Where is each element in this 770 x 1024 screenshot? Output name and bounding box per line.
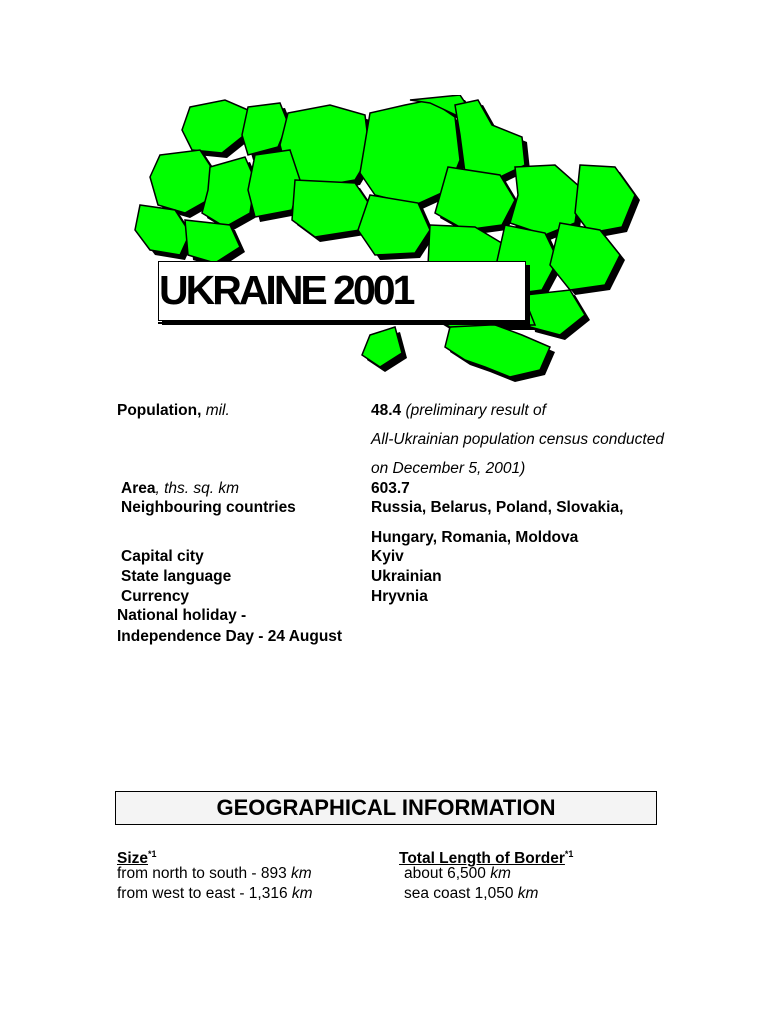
size-heading: Size [117,850,149,868]
geo-heading: GEOGRAPHICAL INFORMATION [216,795,556,820]
border-line-2 [404,884,538,903]
title-underline [158,322,524,324]
size-footnote-mark: *1 [148,849,157,859]
area-unit: , ths. sq. km [155,480,240,497]
population-label-row [117,401,230,420]
border-line-1-unit: km [490,865,511,882]
area-label-row [121,479,239,498]
population-label: Population, [117,402,202,419]
border-line-1 [404,864,511,883]
capital-value: Kyiv [371,548,404,565]
border-line-2-text: sea coast 1,050 [404,885,518,902]
population-note-2: All-Ukrainian population census conducted [371,431,664,448]
neighbours-value-1: Russia, Belarus, Poland, Slovakia, [371,499,624,516]
language-value: Ukrainian [371,568,442,585]
population-unit: mil. [205,402,230,419]
border-line-1-text: about 6,500 [404,865,491,882]
size-line-1 [117,864,312,883]
geo-heading-box [115,791,657,825]
area-label: Area [121,480,156,497]
population-note-1: (preliminary result of [405,402,546,419]
population-value: 48.4 [371,402,402,419]
size-line-2-unit: km [291,885,313,902]
neighbours-value-2: Hungary, Romania, Moldova [371,529,579,546]
size-line-1-text: from north to south - 893 [117,865,292,882]
currency-value: Hryvnia [371,588,428,605]
size-line-2 [117,884,313,903]
population-note-3: on December 5, 2001) [371,460,526,477]
currency-label: Currency [121,588,190,605]
neighbours-label: Neighbouring countries [121,499,296,516]
area-value: 603.7 [371,480,410,497]
population-value-row [371,401,546,420]
capital-label: Capital city [121,548,204,565]
border-heading: Total Length of Border [399,850,565,868]
page-title: UKRAINE 2001 [159,267,413,313]
border-line-2-unit: km [517,885,539,902]
border-footnote-mark: *1 [564,849,574,859]
holiday-value: Independence Day - 24 August [117,628,343,645]
size-line-2-text: from west to east - 1,316 [117,885,292,902]
size-line-1-unit: km [291,865,312,882]
ukraine-map-illustration [130,95,650,405]
holiday-label: National holiday - [117,607,247,624]
title-box [158,261,526,321]
language-label: State language [121,568,232,585]
